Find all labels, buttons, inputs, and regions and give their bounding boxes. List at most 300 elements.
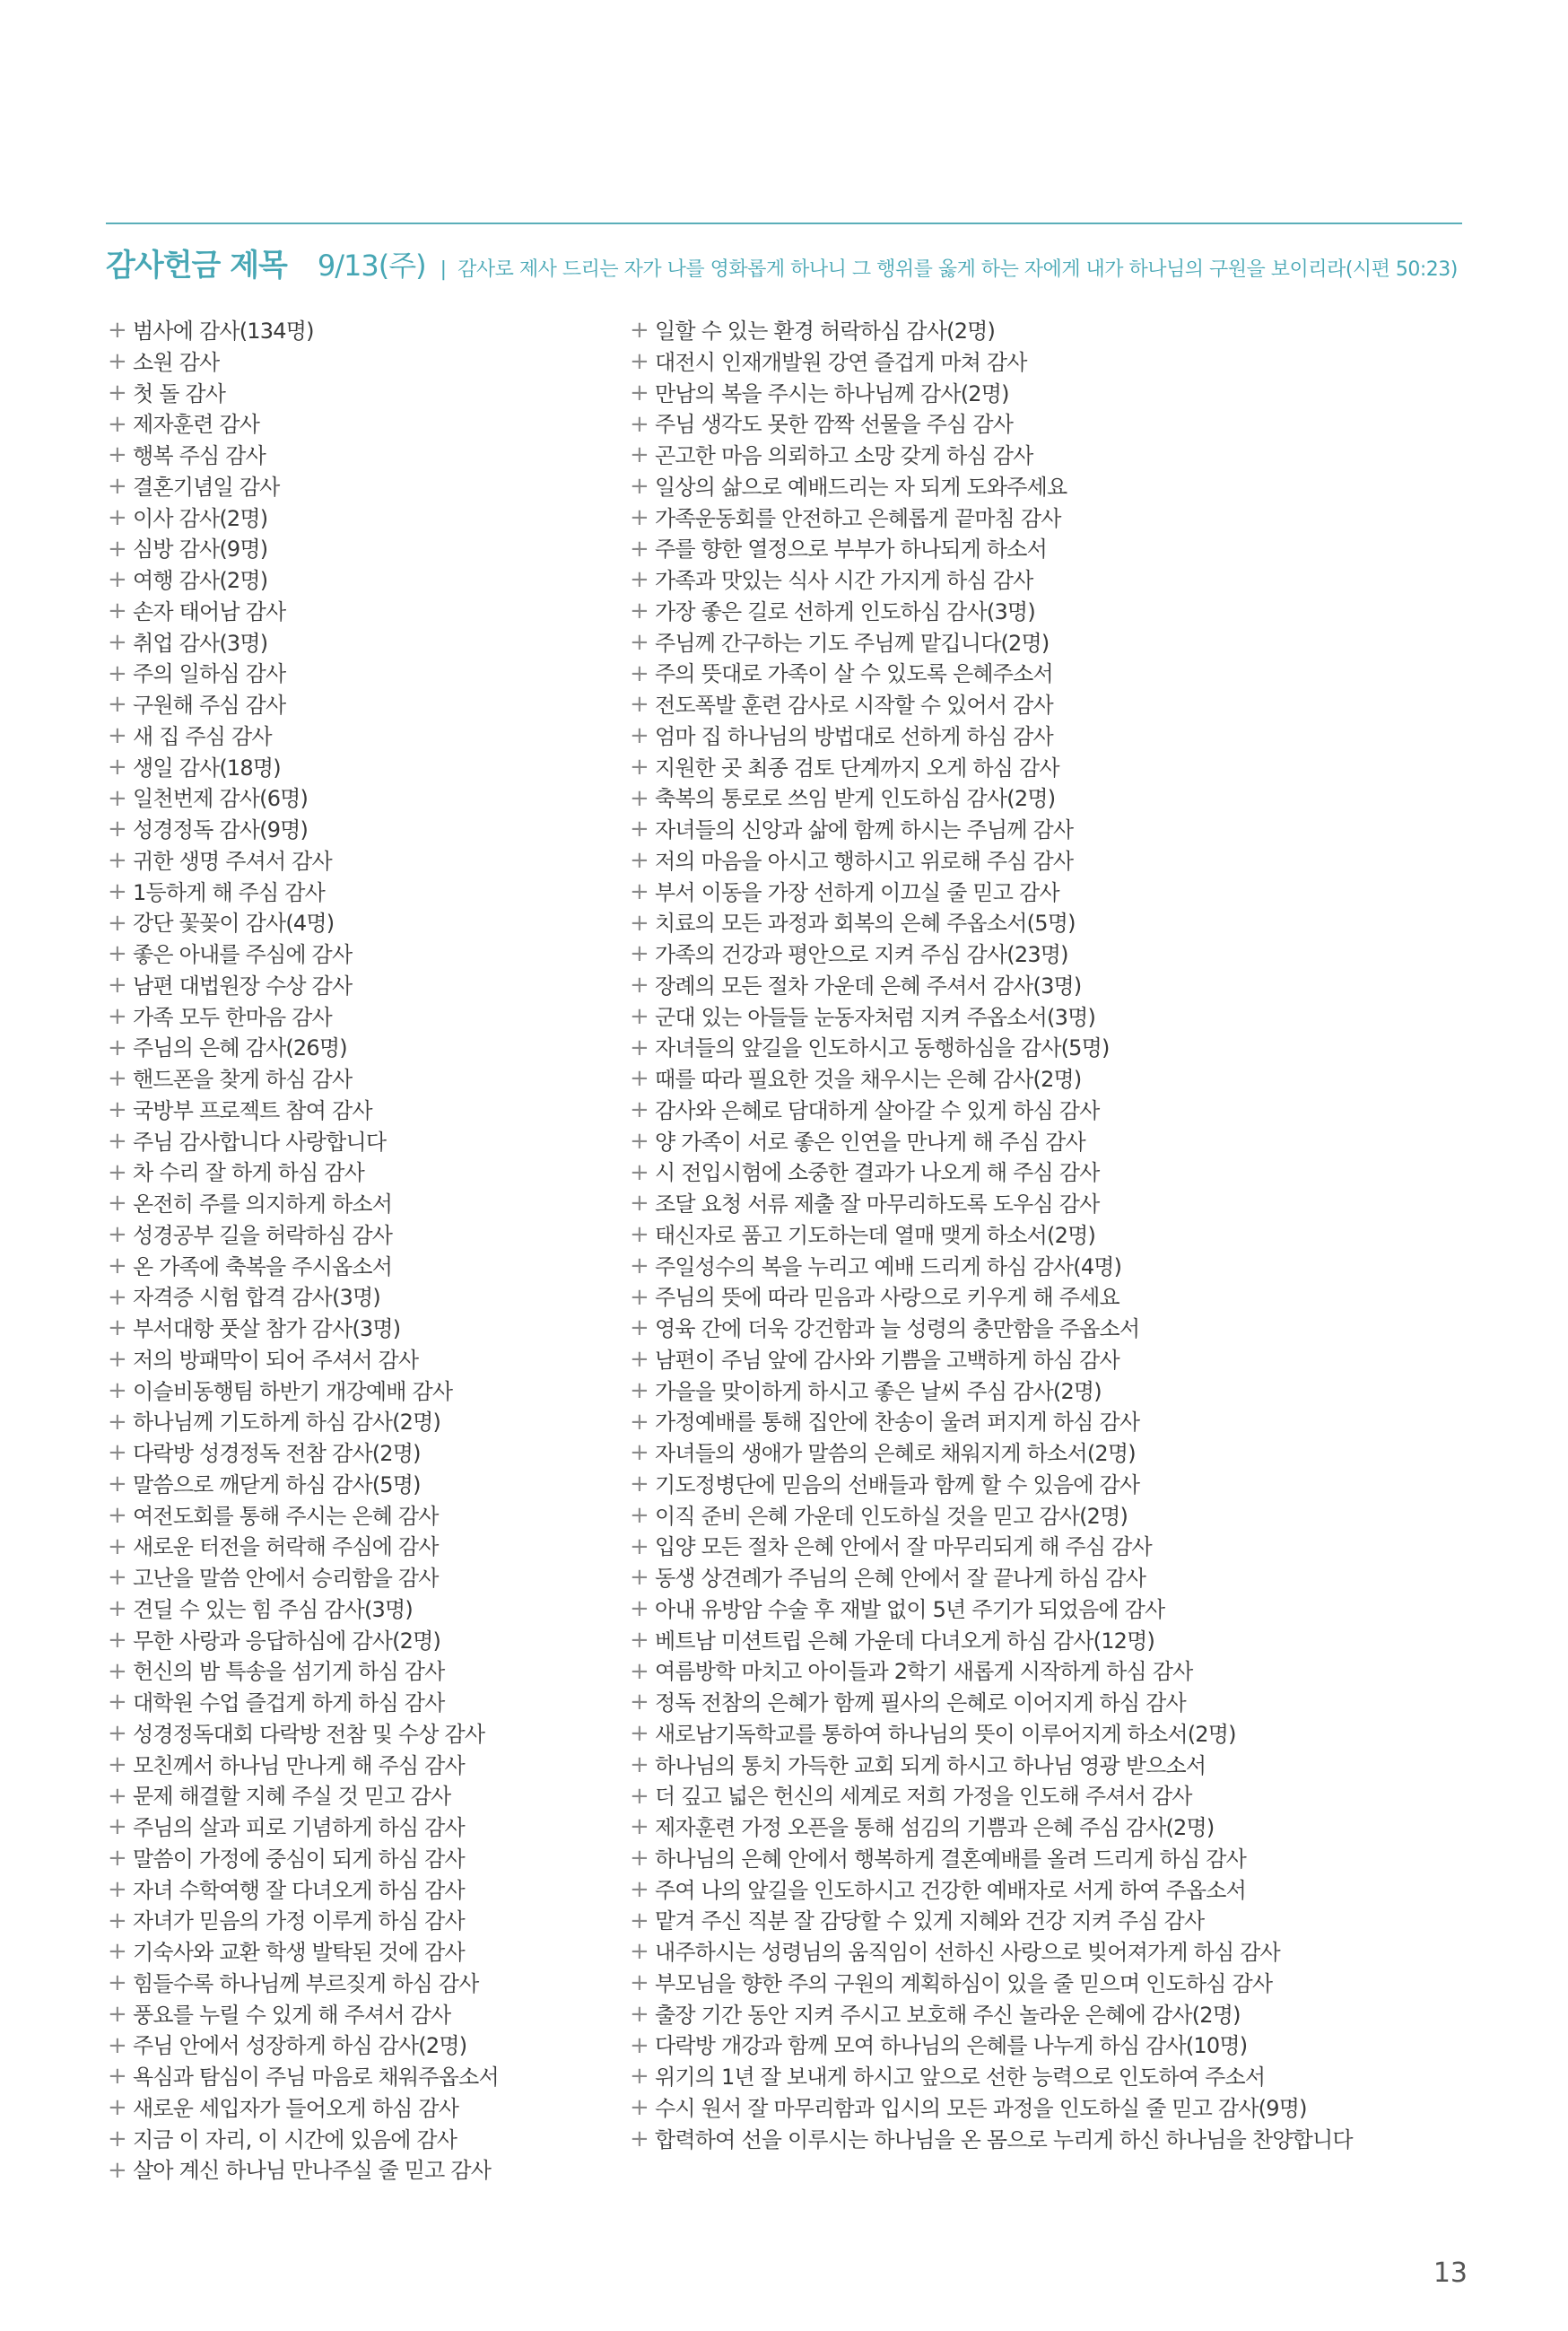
list-item-text: 손자 태어남 감사 [133, 598, 286, 624]
list-item-text: 성경공부 길을 허락하심 감사 [133, 1222, 393, 1248]
plus-icon: + [108, 1127, 126, 1155]
list-item-text: 축복의 통로로 쓰임 받게 인도하심 감사(2명) [655, 786, 1056, 812]
plus-icon: + [630, 1158, 649, 1186]
header-separator: | [440, 258, 448, 281]
plus-icon: + [108, 1813, 126, 1841]
list-item [630, 1626, 1464, 1657]
list-item [630, 1252, 1464, 1283]
plus-icon: + [108, 1252, 126, 1279]
list-item [630, 2125, 1464, 2156]
list-item-text: 동생 상견례가 주님의 은혜 안에서 잘 끝나게 하심 감사 [655, 1566, 1146, 1591]
plus-icon: + [108, 1720, 126, 1748]
plus-icon: + [108, 2000, 126, 2028]
list-item [108, 1656, 628, 1688]
list-item [108, 441, 628, 472]
plus-icon: + [630, 566, 649, 594]
plus-icon: + [630, 1626, 649, 1654]
plus-icon: + [108, 628, 126, 656]
plus-icon: + [108, 1283, 126, 1311]
list-item-text: 가족운동회를 안전하고 은혜롭게 끝마침 감사 [655, 505, 1061, 531]
list-item [630, 409, 1464, 441]
plus-icon: + [630, 972, 649, 1000]
plus-icon: + [108, 659, 126, 687]
list-item-text: 때를 따라 필요한 것을 채우시는 은혜 감사(2명) [655, 1067, 1082, 1092]
plus-icon: + [108, 1657, 126, 1685]
list-item [630, 1345, 1464, 1376]
list-item-text: 맡겨 주신 직분 잘 감당할 수 있게 지혜와 건강 지켜 주심 감사 [655, 1908, 1205, 1934]
list-item [108, 1937, 628, 1969]
plus-icon: + [108, 1845, 126, 1873]
plus-icon: + [108, 1532, 126, 1560]
list-item-text: 일할 수 있는 환경 허락하심 감사(2명) [655, 319, 996, 344]
list-item [630, 347, 1464, 379]
plus-icon: + [108, 410, 126, 438]
list-item [630, 1033, 1464, 1064]
plus-icon: + [630, 1595, 649, 1623]
plus-icon: + [108, 1782, 126, 1810]
list-item [108, 753, 628, 784]
list-item-text: 베트남 미션트립 은혜 가운데 다녀오게 하심 감사(12명) [655, 1628, 1155, 1654]
list-item-text: 취업 감사(3명) [133, 630, 268, 656]
list-item [108, 1407, 628, 1438]
list-item [630, 1314, 1464, 1345]
list-item [108, 1844, 628, 1875]
plus-icon: + [630, 1657, 649, 1685]
plus-icon: + [108, 691, 126, 719]
list-item-text: 헌신의 밤 특송을 섬기게 하심 감사 [133, 1659, 445, 1685]
list-item [630, 1157, 1464, 1189]
plus-icon: + [630, 2125, 649, 2152]
list-item [630, 1781, 1464, 1812]
plus-icon: + [108, 1002, 126, 1030]
plus-icon: + [630, 1875, 649, 1903]
plus-icon: + [630, 1096, 649, 1124]
list-item-text: 정독 전참의 은혜가 함께 필사의 은혜로 이어지게 하심 감사 [655, 1690, 1186, 1716]
plus-icon: + [108, 1065, 126, 1093]
list-item [108, 379, 628, 410]
list-item [630, 877, 1464, 909]
list-item-text: 견딜 수 있는 힘 주심 감사(3명) [133, 1596, 413, 1622]
list-item-text: 다락방 성경정독 전참 감사(2명) [133, 1441, 421, 1466]
thanksgiving-list-right [630, 316, 1464, 2155]
list-item [108, 409, 628, 441]
list-item [630, 503, 1464, 535]
list-item-text: 풍요를 누릴 수 있게 해 주셔서 감사 [133, 2002, 451, 2028]
list-item-text: 합력하여 선을 이루시는 하나님을 온 몸으로 누리게 하신 하나님을 찬양합니다 [655, 2126, 1353, 2152]
list-item [108, 815, 628, 846]
list-item [108, 565, 628, 597]
plus-icon: + [630, 1221, 649, 1249]
list-item-text: 만남의 복을 주시는 하나님께 감사(2명) [655, 380, 1009, 406]
scripture-verse: 감사로 제사 드리는 자가 나를 영화롭게 하나니 그 행위를 옳게 하는 자에게 내가 하나님의 구원을 보이리라(시편 50:23) [457, 258, 1458, 281]
list-item-text: 하나님의 은혜 안에서 행복하게 결혼예배를 올려 드리게 하심 감사 [655, 1846, 1246, 1872]
list-item [630, 1501, 1464, 1532]
list-item-text: 남편 대법원장 수상 감사 [133, 973, 353, 999]
plus-icon: + [108, 1346, 126, 1374]
plus-icon: + [630, 1439, 649, 1467]
plus-icon: + [630, 753, 649, 781]
header-rule [106, 223, 1462, 224]
list-item-text: 곤고한 마음 의뢰하고 소망 갖게 하심 감사 [655, 443, 1033, 468]
list-item-text: 기숙사와 교환 학생 발탁된 것에 감사 [133, 1940, 465, 1965]
list-item-text: 장례의 모든 절차 가운데 은혜 주셔서 감사(3명) [655, 973, 1082, 999]
list-item-text: 핸드폰을 찾게 하심 감사 [133, 1067, 353, 1092]
list-item-text: 기도정병단에 믿음의 선배들과 함께 할 수 있음에 감사 [655, 1471, 1140, 1497]
plus-icon: + [108, 566, 126, 594]
list-item [630, 1875, 1464, 1907]
plus-icon: + [630, 1938, 649, 1966]
list-item-text: 가족의 건강과 평안으로 지켜 주심 감사(23명) [655, 942, 1068, 967]
plus-icon: + [108, 909, 126, 937]
list-item-text: 양 가족이 서로 좋은 인연을 만나게 해 주심 감사 [655, 1129, 1085, 1155]
list-item [630, 1189, 1464, 1220]
list-item [630, 1688, 1464, 1719]
list-item [108, 1064, 628, 1096]
list-item-text: 남편이 주님 앞에 감사와 기쁨을 고백하게 하심 감사 [655, 1347, 1119, 1373]
list-item [630, 597, 1464, 628]
plus-icon: + [108, 348, 126, 376]
plus-icon: + [108, 1158, 126, 1186]
list-item-text: 제자훈련 가정 오픈을 통해 섬김의 기쁨과 은혜 주심 감사(2명) [655, 1815, 1215, 1840]
list-item [630, 971, 1464, 1002]
plus-icon: + [630, 816, 649, 843]
plus-icon: + [108, 2031, 126, 2059]
list-item-text: 모친께서 하나님 만나게 해 주심 감사 [133, 1752, 465, 1778]
list-item [108, 1563, 628, 1594]
list-item [108, 877, 628, 909]
plus-icon: + [630, 1376, 649, 1404]
plus-icon: + [108, 2094, 126, 2122]
plus-icon: + [630, 1471, 649, 1498]
list-item-text: 아내 유방암 수술 후 재발 없이 5년 주기가 되었음에 감사 [655, 1596, 1165, 1622]
list-item [630, 1282, 1464, 1314]
plus-icon: + [630, 1127, 649, 1155]
list-item [108, 1969, 628, 2000]
list-item [108, 1282, 628, 1314]
plus-icon: + [108, 1501, 126, 1529]
list-item [108, 783, 628, 815]
plus-icon: + [108, 877, 126, 905]
list-item-text: 일상의 삶으로 예배드리는 자 되게 도와주세요 [655, 474, 1067, 500]
list-item-text: 주를 향한 열정으로 부부가 하나되게 하소서 [655, 537, 1048, 563]
list-item [630, 1064, 1464, 1096]
list-item [630, 379, 1464, 410]
list-item [630, 1594, 1464, 1626]
list-item [630, 908, 1464, 939]
plus-icon: + [108, 1408, 126, 1436]
plus-icon: + [630, 628, 649, 656]
list-item [108, 1750, 628, 1782]
list-item-text: 주님 생각도 못한 깜짝 선물을 주심 감사 [655, 412, 1014, 438]
list-item [108, 1345, 628, 1376]
list-item [630, 721, 1464, 753]
list-item-text: 말씀이 가정에 중심이 되게 하심 감사 [133, 1846, 465, 1872]
plus-icon: + [108, 1221, 126, 1249]
list-item [630, 1002, 1464, 1034]
page-number: 13 [1433, 2257, 1468, 2289]
list-item-text: 주일성수의 복을 누리고 예배 드리게 하심 감사(4명) [655, 1253, 1122, 1279]
plus-icon: + [630, 1845, 649, 1873]
list-item-text: 말씀으로 깨닫게 하심 감사(5명) [133, 1471, 421, 1497]
plus-icon: + [630, 379, 649, 406]
list-item-text: 힘들수록 하나님께 부르짖게 하심 감사 [133, 1970, 479, 1996]
plus-icon: + [630, 1689, 649, 1716]
plus-icon: + [630, 1252, 649, 1279]
list-item [630, 1969, 1464, 2000]
plus-icon: + [630, 1907, 649, 1934]
list-item [108, 1189, 628, 1220]
list-item [108, 1501, 628, 1532]
list-item [108, 1875, 628, 1907]
list-item [630, 472, 1464, 503]
plus-icon: + [108, 503, 126, 531]
plus-icon: + [108, 2063, 126, 2091]
plus-icon: + [630, 1002, 649, 1030]
list-item-text: 구원해 주심 감사 [133, 693, 286, 718]
list-item [630, 1470, 1464, 1501]
list-item-text: 주님의 살과 피로 기념하게 하심 감사 [133, 1815, 465, 1840]
list-item [108, 316, 628, 347]
list-item [108, 1781, 628, 1812]
plus-icon: + [108, 1750, 126, 1778]
plus-icon: + [630, 722, 649, 750]
plus-icon: + [108, 1875, 126, 1903]
plus-icon: + [630, 1750, 649, 1778]
list-item-text: 더 깊고 넓은 헌신의 세계로 저희 가정을 인도해 주셔서 감사 [655, 1784, 1192, 1810]
list-item-text: 소원 감사 [133, 349, 220, 375]
list-item-text: 저의 마음을 아시고 행하시고 위로해 주심 감사 [655, 848, 1074, 874]
list-item [108, 2155, 628, 2187]
plus-icon: + [630, 1813, 649, 1841]
plus-icon: + [630, 877, 649, 905]
page-title: 감사헌금 제목 [106, 248, 287, 284]
list-item [108, 1438, 628, 1470]
list-item-text: 치료의 모든 과정과 회복의 은혜 주옵소서(5명) [655, 911, 1076, 937]
plus-icon: + [108, 940, 126, 968]
list-item-text: 자녀들의 앞길을 인도하시고 동행하심을 감사(5명) [655, 1035, 1110, 1061]
plus-icon: + [630, 2031, 649, 2059]
list-item-text: 살아 계신 하나님 만나주실 줄 믿고 감사 [133, 2158, 492, 2184]
list-item-text: 내주하시는 성령님의 움직임이 선하신 사랑으로 빚어져가게 하심 감사 [655, 1940, 1280, 1965]
plus-icon: + [630, 940, 649, 968]
list-item-text: 심방 감사(9명) [133, 537, 268, 563]
list-item-text: 온 가족에 축복을 주시옵소서 [133, 1253, 393, 1279]
plus-icon: + [630, 1283, 649, 1311]
list-item-text: 자녀들의 신앙과 삶에 함께 하시는 주님께 감사 [655, 817, 1074, 842]
list-item [630, 534, 1464, 565]
plus-icon: + [630, 503, 649, 531]
plus-icon: + [108, 847, 126, 875]
plus-icon: + [630, 441, 649, 469]
list-item [630, 2093, 1464, 2125]
list-item [630, 1812, 1464, 1844]
list-item-text: 수시 원서 잘 마무리함과 입시의 모든 과정을 인도하실 줄 믿고 감사(9명) [655, 2095, 1307, 2121]
list-item [108, 2062, 628, 2093]
list-item-text: 태신자로 품고 기도하는데 열매 맺게 하소서(2명) [655, 1222, 1096, 1248]
plus-icon: + [108, 816, 126, 843]
plus-icon: + [630, 909, 649, 937]
list-item-text: 일천번제 감사(6명) [133, 786, 309, 812]
list-item [108, 1314, 628, 1345]
list-item [108, 1220, 628, 1252]
plus-icon: + [630, 1190, 649, 1218]
list-item [108, 939, 628, 971]
plus-icon: + [630, 1501, 649, 1529]
plus-icon: + [108, 598, 126, 625]
list-item [108, 721, 628, 753]
list-item-text: 성경정독 감사(9명) [133, 817, 309, 842]
list-item [630, 753, 1464, 784]
list-item [108, 1002, 628, 1034]
list-item-text: 자녀가 믿음의 가정 이루게 하심 감사 [133, 1908, 465, 1934]
list-item-text: 제자훈련 감사 [133, 412, 260, 438]
list-item [630, 2062, 1464, 2093]
list-item-text: 행복 주심 감사 [133, 443, 266, 468]
plus-icon: + [630, 691, 649, 719]
list-item [630, 441, 1464, 472]
list-item-text: 영육 간에 더욱 강건함과 늘 성령의 충만함을 주옵소서 [655, 1316, 1140, 1341]
plus-icon: + [108, 535, 126, 563]
list-item-text: 성경정독대회 다락방 전참 및 수상 감사 [133, 1721, 485, 1747]
list-item-text: 차 수리 잘 하게 하심 감사 [133, 1160, 364, 1186]
list-item-text: 새로운 터전을 허락해 주심에 감사 [133, 1534, 439, 1560]
list-item-text: 주님께 간구하는 기도 주님께 맡깁니다(2명) [655, 630, 1050, 656]
list-item-text: 부모님을 향한 주의 구원의 계획하심이 있을 줄 믿으며 인도하심 감사 [655, 1970, 1273, 1996]
plus-icon: + [108, 317, 126, 345]
page-header [106, 240, 1469, 294]
list-item [108, 1532, 628, 1563]
list-item-text: 새 집 주심 감사 [133, 723, 272, 749]
list-item [630, 316, 1464, 347]
list-item [108, 1812, 628, 1844]
list-item [630, 1750, 1464, 1782]
list-item-text: 다락방 개강과 함께 모여 하나님의 은혜를 나누게 하심 감사(10명) [655, 2033, 1248, 2059]
plus-icon: + [630, 410, 649, 438]
list-item [108, 1096, 628, 1127]
plus-icon: + [630, 473, 649, 501]
list-item [108, 1157, 628, 1189]
list-item-text: 국방부 프로젝트 참여 감사 [133, 1097, 372, 1123]
list-item [630, 1563, 1464, 1594]
plus-icon: + [630, 1564, 649, 1592]
list-item [108, 1626, 628, 1657]
list-item-text: 주님 감사합니다 사랑합니다 [133, 1129, 387, 1155]
list-item-text: 무한 사랑과 응답하심에 감사(2명) [133, 1628, 441, 1654]
list-item [630, 1532, 1464, 1563]
plus-icon: + [630, 847, 649, 875]
list-item-text: 전도폭발 훈련 감사로 시작할 수 있어서 감사 [655, 693, 1053, 718]
list-item-text: 하나님께 기도하게 하심 감사(2명) [133, 1410, 441, 1436]
plus-icon: + [108, 1564, 126, 1592]
list-item [630, 1719, 1464, 1750]
plus-icon: + [630, 2000, 649, 2028]
list-item-text: 고난을 말씀 안에서 승리함을 감사 [133, 1566, 439, 1591]
list-item [630, 1127, 1464, 1158]
list-item [630, 2030, 1464, 2062]
list-item-text: 가족 모두 한마음 감사 [133, 1004, 332, 1030]
list-item [630, 659, 1464, 690]
list-item [108, 1594, 628, 1626]
plus-icon: + [630, 1969, 649, 1997]
list-item-text: 가장 좋은 길로 선하게 인도하심 감사(3명) [655, 598, 1035, 624]
list-item-text: 출장 기간 동안 지켜 주시고 보호해 주신 놀라운 은혜에 감사(2명) [655, 2002, 1241, 2028]
list-item [630, 1656, 1464, 1688]
list-item [630, 783, 1464, 815]
list-item [108, 628, 628, 659]
list-item-text: 가정예배를 통해 집안에 찬송이 울려 퍼지게 하심 감사 [655, 1410, 1140, 1436]
list-item [630, 628, 1464, 659]
plus-icon: + [108, 1439, 126, 1467]
plus-icon: + [108, 1907, 126, 1934]
list-item-text: 새로남기독학교를 통하여 하나님의 뜻이 이루어지게 하소서(2명) [655, 1721, 1236, 1747]
plus-icon: + [630, 348, 649, 376]
list-item-text: 이슬비동행팀 하반기 개강예배 감사 [133, 1378, 453, 1404]
list-item-text: 욕심과 탐심이 주님 마음로 채워주옵소서 [133, 2065, 499, 2090]
list-item-text: 여전도회를 통해 주시는 은혜 감사 [133, 1503, 439, 1529]
list-item-text: 첫 돌 감사 [133, 380, 226, 406]
plus-icon: + [108, 1938, 126, 1966]
list-item [108, 971, 628, 1002]
list-item [108, 347, 628, 379]
list-item-text: 생일 감사(18명) [133, 755, 281, 781]
list-item [630, 1438, 1464, 1470]
list-item [108, 1906, 628, 1937]
list-item-text: 귀한 생명 주셔서 감사 [133, 848, 332, 874]
plus-icon: + [108, 1314, 126, 1342]
plus-icon: + [630, 1720, 649, 1748]
list-item [630, 815, 1464, 846]
list-item-text: 입양 모든 절차 은혜 안에서 잘 마무리되게 해 주심 감사 [655, 1534, 1152, 1560]
plus-icon: + [108, 1969, 126, 1997]
list-item [630, 1844, 1464, 1875]
list-item [630, 690, 1464, 721]
list-item [108, 472, 628, 503]
list-item [630, 1376, 1464, 1408]
plus-icon: + [108, 1595, 126, 1623]
list-item-text: 가을을 맞이하게 하시고 좋은 날씨 주심 감사(2명) [655, 1378, 1102, 1404]
list-item [630, 2000, 1464, 2031]
list-item [108, 659, 628, 690]
list-item-text: 지원한 곳 최종 검토 단계까지 오게 하심 감사 [655, 755, 1059, 781]
list-item-text: 부서 이동을 가장 선하게 이끄실 줄 믿고 감사 [655, 879, 1059, 905]
plus-icon: + [108, 1034, 126, 1061]
list-item [108, 1719, 628, 1750]
list-item [108, 1127, 628, 1158]
list-item [108, 1376, 628, 1408]
plus-icon: + [108, 473, 126, 501]
list-item-text: 강단 꽃꽂이 감사(4명) [133, 911, 335, 937]
plus-icon: + [630, 1314, 649, 1342]
list-item [108, 908, 628, 939]
list-item [108, 1470, 628, 1501]
list-item-text: 엄마 집 하나님의 방법대로 선하게 하심 감사 [655, 723, 1053, 749]
list-item [108, 846, 628, 877]
plus-icon: + [630, 2063, 649, 2091]
plus-icon: + [108, 2156, 126, 2184]
list-item-text: 새로운 세입자가 들어오게 하심 감사 [133, 2095, 459, 2121]
plus-icon: + [630, 2094, 649, 2122]
list-item-text: 지금 이 자리, 이 시간에 있음에 감사 [133, 2126, 457, 2152]
plus-icon: + [108, 441, 126, 469]
plus-icon: + [630, 784, 649, 812]
list-item [108, 1252, 628, 1283]
plus-icon: + [630, 1532, 649, 1560]
list-item-text: 주의 뜻대로 가족이 살 수 있도록 은혜주소서 [655, 661, 1053, 687]
list-item-text: 시 전입시험에 소중한 결과가 나오게 해 주심 감사 [655, 1160, 1100, 1186]
list-item [108, 503, 628, 535]
list-item-text: 자격증 시험 합격 감사(3명) [133, 1285, 380, 1311]
list-item [630, 1220, 1464, 1252]
